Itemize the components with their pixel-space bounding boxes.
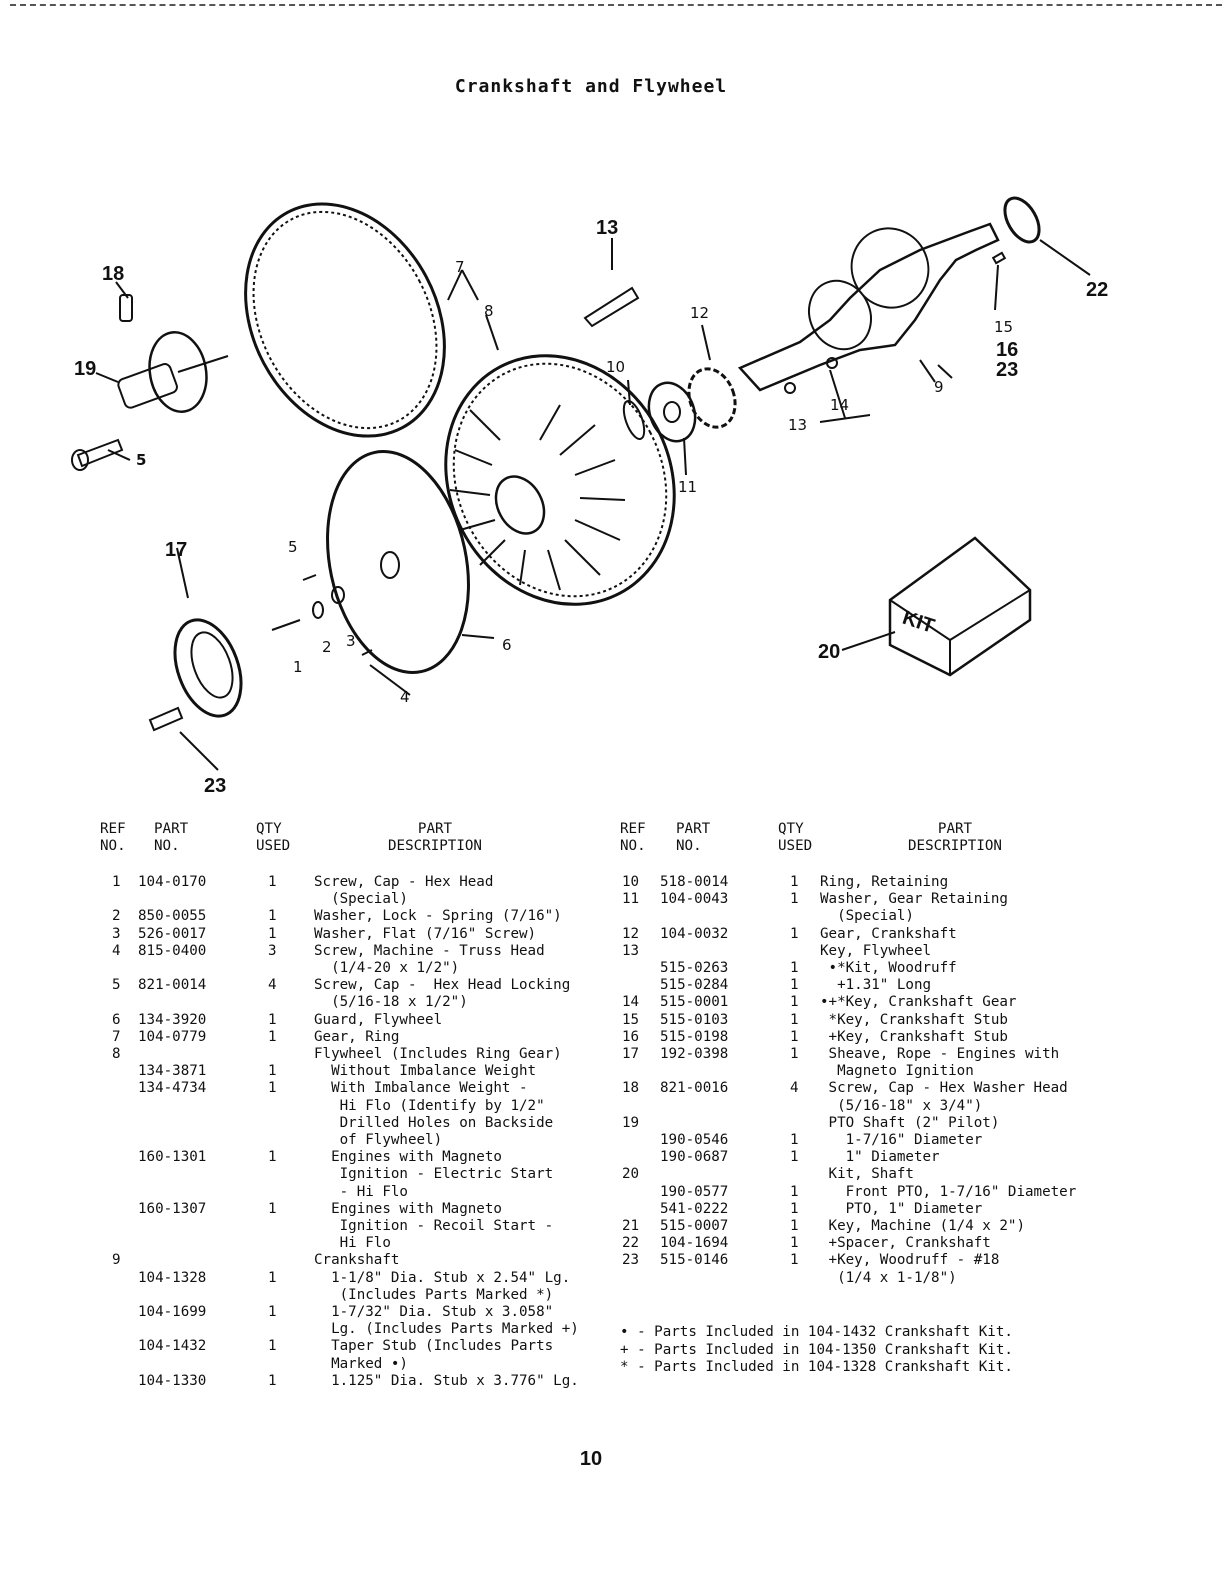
cell-desc: Crankshaft — [314, 1252, 400, 1269]
header-desc-right: PART DESCRIPTION — [908, 821, 1002, 854]
cell-qty: 1 — [268, 1028, 277, 1045]
cell-desc: Engines with Magneto — [314, 1149, 502, 1166]
callout-13: 13 — [788, 416, 808, 434]
cell-desc: •+*Key, Crankshaft Gear — [820, 994, 1017, 1011]
cell-part: 104-0170 — [138, 874, 207, 890]
cell-ref: 6 — [112, 1011, 121, 1028]
cell-part: 104-1694 — [660, 1235, 729, 1252]
cell-ref: 3 — [112, 925, 121, 942]
cell-qty: 1 — [790, 1011, 799, 1028]
cell-part: 821-0016 — [660, 1080, 729, 1097]
callout-4: 4 — [400, 688, 410, 706]
cell-qty: 1 — [268, 1304, 277, 1320]
callout-19: 19 — [74, 358, 97, 380]
callout-3: 3 — [346, 632, 356, 650]
cell-qty: 1 — [790, 994, 799, 1011]
cell-part: 515-0103 — [660, 1011, 729, 1028]
cell-part: 104-1328 — [138, 1269, 207, 1286]
top-rule — [10, 4, 1222, 6]
cell-qty: 1 — [268, 1338, 277, 1355]
cell-desc: Magneto Ignition — [820, 1063, 974, 1080]
cell-desc: Ring, Retaining — [820, 874, 949, 890]
callout-5-left: 5 — [136, 451, 147, 469]
cell-ref: 12 — [622, 925, 640, 942]
cell-ref: 20 — [622, 1166, 640, 1183]
cell-part: 134-3871 — [138, 1063, 207, 1080]
cell-ref: 17 — [622, 1046, 640, 1062]
cell-desc: Gear, Crankshaft — [820, 925, 957, 942]
cell-desc: Gear, Ring — [314, 1028, 400, 1045]
cell-desc: Without Imbalance Weight — [314, 1063, 537, 1080]
cell-part: 104-1699 — [138, 1304, 207, 1320]
callout-8: 8 — [484, 302, 494, 320]
cell-part: 104-0779 — [138, 1028, 207, 1045]
cell-qty: 1 — [790, 1252, 799, 1269]
callout-13-top: 13 — [596, 217, 619, 239]
header-part-left: PART NO. — [154, 821, 189, 854]
cell-desc: 1-1/8" Dia. Stub x 2.54" Lg. — [314, 1269, 571, 1286]
cell-ref: 18 — [622, 1080, 640, 1097]
cell-desc: Hi Flo (Identify by 1/2" — [314, 1097, 545, 1114]
cell-part: 104-0032 — [660, 925, 729, 942]
cell-qty: 1 — [268, 874, 277, 890]
cell-desc: PTO, 1" Diameter — [820, 1200, 983, 1217]
callout-18: 23 — [204, 775, 227, 797]
cell-part: 821-0014 — [138, 977, 207, 994]
cell-ref: 13 — [622, 942, 640, 959]
cell-desc: Washer, Flat (7/16" Screw) — [314, 925, 537, 942]
cell-desc: Washer, Lock - Spring (7/16") — [314, 908, 562, 925]
header-qty-right: QTY USED — [778, 821, 813, 854]
cell-desc: (5/16-18" x 3/4") — [820, 1097, 983, 1114]
cell-desc: +Key, Woodruff - #18 — [820, 1252, 1000, 1269]
callout-15: 15 — [994, 318, 1014, 336]
cell-part: 134-3920 — [138, 1011, 207, 1028]
cell-desc: Ignition - Electric Start — [314, 1166, 554, 1183]
cell-desc: (Special) — [314, 891, 408, 908]
cell-ref: 9 — [112, 1252, 121, 1269]
cell-desc: Key, Flywheel — [820, 942, 932, 959]
cell-part: 518-0014 — [660, 874, 729, 890]
callout-12: 12 — [690, 304, 710, 322]
cell-desc: Lg. (Includes Parts Marked +) — [314, 1321, 579, 1338]
cell-qty: 1 — [790, 1046, 799, 1062]
header-part-right: PART NO. — [676, 821, 711, 854]
header-ref-left: REF NO. — [100, 821, 126, 854]
cell-desc: Screw, Cap - Hex Head Locking — [314, 977, 571, 994]
cell-qty: 1 — [790, 977, 799, 994]
cell-qty: 1 — [790, 891, 799, 908]
cell-part: 104-1330 — [138, 1372, 207, 1389]
cell-desc: Drilled Holes on Backside — [314, 1114, 554, 1131]
cell-desc: *Key, Crankshaft Stub — [820, 1011, 1008, 1028]
cell-desc: Marked •) — [314, 1355, 408, 1372]
cell-desc: - Hi Flo — [314, 1183, 408, 1200]
cell-ref: 21 — [622, 1218, 640, 1234]
cell-qty: 1 — [268, 1269, 277, 1286]
cell-part: 526-0017 — [138, 925, 207, 942]
cell-qty: 1 — [268, 1080, 277, 1097]
cell-part: 190-0687 — [660, 1149, 729, 1166]
cell-ref: 14 — [622, 994, 640, 1011]
page-number: 10 — [579, 1448, 603, 1470]
cell-desc: Front PTO, 1-7/16" Diameter — [820, 1183, 1077, 1200]
cell-qty: 1 — [268, 1200, 277, 1217]
cell-desc: 1-7/16" Diameter — [820, 1132, 983, 1148]
cell-desc: Washer, Gear Retaining — [820, 891, 1008, 908]
callout-16: 16 — [996, 339, 1019, 361]
header-ref-right: REF NO. — [620, 821, 646, 854]
cell-desc: (Includes Parts Marked *) — [314, 1286, 554, 1303]
cell-qty: 1 — [790, 960, 799, 976]
cell-ref: 5 — [112, 977, 121, 994]
cell-desc: •*Kit, Woodruff — [820, 960, 957, 976]
cell-desc: 1-7/32" Dia. Stub x 3.058" — [314, 1304, 554, 1320]
cell-part: 192-0398 — [660, 1046, 729, 1062]
legend-line: • - Parts Included in 104-1432 Crankshaft Kit. — [620, 1324, 1013, 1340]
cell-qty: 4 — [790, 1080, 799, 1097]
cell-part: 515-0263 — [660, 960, 729, 976]
cell-part: 104-0043 — [660, 891, 729, 908]
callout-17: 17 — [165, 539, 188, 561]
cell-desc: (1/4 x 1-1/8") — [820, 1269, 957, 1286]
cell-qty: 1 — [268, 908, 277, 925]
cell-desc: Key, Machine (1/4 x 2") — [820, 1218, 1025, 1234]
callout-20: 20 — [818, 641, 841, 663]
cell-desc: (1/4-20 x 1/2") — [314, 960, 460, 976]
flywheel-part — [403, 315, 717, 644]
shaft-kit-box — [890, 538, 1030, 675]
cell-qty: 1 — [268, 1063, 277, 1080]
cell-part: 541-0222 — [660, 1200, 729, 1217]
cell-qty: 1 — [790, 1028, 799, 1045]
legend-line: + - Parts Included in 104-1350 Crankshaft Kit. — [620, 1341, 1013, 1358]
header-qty-left: QTY USED — [256, 821, 291, 854]
cell-desc: Screw, Cap - Hex Washer Head — [820, 1080, 1068, 1097]
cell-qty: 1 — [268, 1372, 277, 1389]
callout-23: 23 — [996, 359, 1019, 381]
cell-qty: 1 — [790, 1218, 799, 1234]
cell-qty: 1 — [268, 925, 277, 942]
cell-part: 515-0007 — [660, 1218, 729, 1234]
cell-part: 190-0546 — [660, 1132, 729, 1148]
cell-ref: 10 — [622, 874, 640, 890]
cell-ref: 11 — [622, 891, 640, 908]
callout-2: 2 — [322, 638, 332, 656]
cell-desc: +1.31" Long — [820, 977, 932, 994]
callout-5: 5 — [288, 538, 298, 556]
cell-part: 134-4734 — [138, 1080, 207, 1097]
cell-desc: PTO Shaft (2" Pilot) — [820, 1114, 1000, 1131]
cell-part: 104-1432 — [138, 1338, 207, 1355]
cell-desc: Screw, Cap - Hex Head — [314, 874, 494, 890]
cell-part: 815-0400 — [138, 942, 207, 959]
cell-part: 515-0284 — [660, 977, 729, 994]
cell-part: 850-0055 — [138, 908, 207, 925]
cell-desc: With Imbalance Weight - — [314, 1080, 528, 1097]
cell-part: 515-0001 — [660, 994, 729, 1011]
cell-qty: 1 — [268, 1011, 277, 1028]
cell-qty: 1 — [790, 1235, 799, 1252]
cell-qty: 1 — [790, 874, 799, 890]
cell-part: 190-0577 — [660, 1183, 729, 1200]
cell-qty: 4 — [268, 977, 277, 994]
callout-1: 1 — [293, 658, 303, 676]
cell-part: 515-0146 — [660, 1252, 729, 1269]
callout-10: 10 — [606, 358, 626, 376]
cell-ref: 23 — [622, 1252, 640, 1269]
callout-14: 14 — [830, 396, 850, 414]
callout-9: 9 — [934, 378, 944, 396]
callout-6: 6 — [502, 636, 512, 654]
cell-desc: Taper Stub (Includes Parts — [314, 1338, 554, 1355]
cell-desc: Flywheel (Includes Ring Gear) — [314, 1046, 562, 1062]
cell-desc: Ignition - Recoil Start - — [314, 1218, 554, 1234]
cell-qty: 1 — [790, 1132, 799, 1148]
cell-desc: Sheave, Rope - Engines with — [820, 1046, 1060, 1062]
callout-21: 18 — [102, 263, 125, 285]
page-title: Crankshaft and Flywheel — [454, 76, 728, 97]
kit-label: KIT — [899, 606, 938, 638]
cell-part: 160-1307 — [138, 1200, 207, 1217]
cell-desc: Kit, Shaft — [820, 1166, 914, 1183]
cell-ref: 8 — [112, 1046, 121, 1062]
cell-qty: 1 — [790, 925, 799, 942]
cell-ref: 4 — [112, 942, 121, 959]
cell-ref: 7 — [112, 1028, 121, 1045]
cell-qty: 1 — [790, 1183, 799, 1200]
cell-qty: 1 — [790, 1200, 799, 1217]
cell-desc: 1.125" Dia. Stub x 3.776" Lg. — [314, 1372, 579, 1389]
cell-ref: 19 — [622, 1114, 640, 1131]
cell-desc: +Spacer, Crankshaft — [820, 1235, 991, 1252]
header-desc-left: PART DESCRIPTION — [388, 821, 482, 854]
cell-desc: Screw, Machine - Truss Head — [314, 942, 545, 959]
cell-desc: (Special) — [820, 908, 914, 925]
cell-ref: 1 — [112, 874, 121, 890]
cell-qty: 3 — [268, 942, 277, 959]
callout-22: 22 — [1086, 279, 1109, 301]
exploded-parts-diagram — [0, 120, 1232, 810]
cell-ref: 16 — [622, 1028, 640, 1045]
cell-part: 160-1301 — [138, 1149, 207, 1166]
cell-qty: 1 — [268, 1149, 277, 1166]
cell-ref: 22 — [622, 1235, 640, 1252]
cell-desc: (5/16-18 x 1/2") — [314, 994, 468, 1011]
callout-11: 11 — [678, 478, 698, 496]
cell-desc: 1" Diameter — [820, 1149, 940, 1166]
legend-line: * - Parts Included in 104-1328 Crankshaft Kit. — [620, 1359, 1013, 1375]
cell-part: 515-0198 — [660, 1028, 729, 1045]
cell-qty: 1 — [790, 1149, 799, 1166]
cell-desc: Guard, Flywheel — [314, 1011, 443, 1028]
callout-7: 7 — [455, 258, 465, 276]
cell-desc: Hi Flo — [314, 1235, 391, 1252]
cell-desc: of Flywheel) — [314, 1132, 443, 1148]
cell-desc: +Key, Crankshaft Stub — [820, 1028, 1008, 1045]
cell-ref: 15 — [622, 1011, 640, 1028]
cell-ref: 2 — [112, 908, 121, 925]
cell-desc: Engines with Magneto — [314, 1200, 502, 1217]
